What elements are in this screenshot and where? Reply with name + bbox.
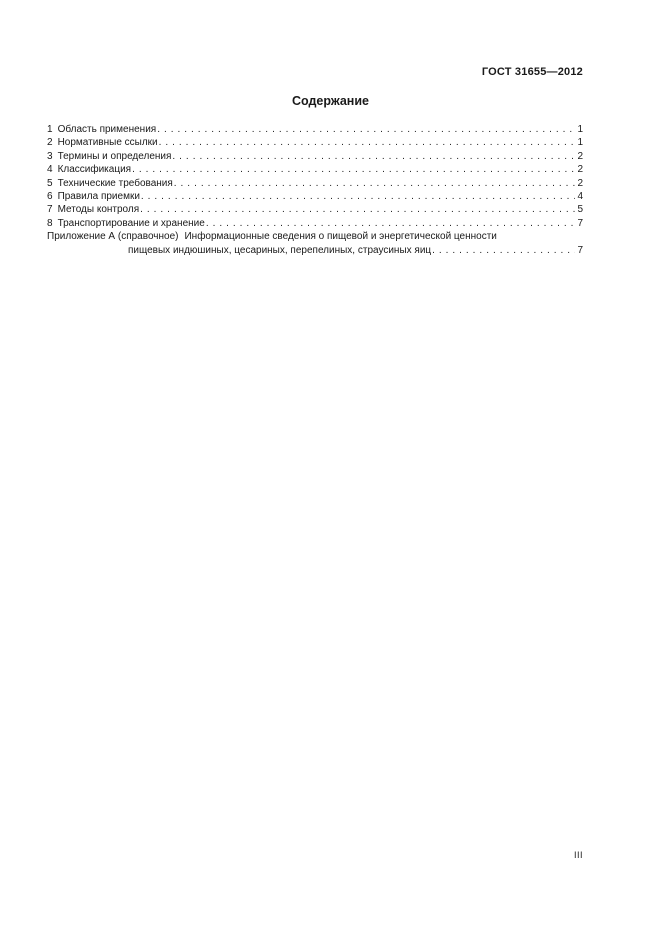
toc-entry-number: 5 [47, 177, 53, 189]
toc-entry-title: Транспортирование и хранение [57, 217, 205, 229]
toc-entry-title: Правила приемки [57, 191, 140, 203]
toc-leader-dots [174, 177, 576, 190]
toc-entry-number: 3 [47, 150, 53, 162]
toc-entry-number: 6 [47, 191, 53, 203]
toc-entry-page: 2 [577, 177, 583, 189]
toc-entry[interactable] [47, 123, 583, 136]
toc-entry-title: Нормативные ссылки [57, 137, 158, 149]
toc-entry-page: 1 [577, 137, 583, 149]
toc-appendix-page: 7 [577, 244, 583, 256]
toc-entry-page: 7 [577, 217, 583, 229]
toc-entry-number: 7 [47, 204, 53, 216]
toc-entry-title: Термины и определения [57, 150, 172, 162]
toc-list [47, 123, 583, 257]
toc-entry[interactable] [47, 136, 583, 149]
toc-appendix-label: Приложение А (справочное) [47, 231, 179, 243]
toc-entry-number: 4 [47, 164, 53, 176]
toc-entry-number: 1 [47, 124, 53, 135]
toc-entry[interactable] [47, 150, 583, 163]
toc-appendix-title-line1: Информационные сведения о пищевой и энергетической ценности [184, 231, 497, 243]
toc-entry-title: Классификация [57, 164, 132, 176]
toc-entry-number: 2 [47, 137, 53, 149]
toc-appendix-heading[interactable] [47, 230, 583, 243]
toc-entry-page: 2 [577, 164, 583, 176]
toc-leader-dots [159, 136, 576, 149]
document-code: ГОСТ 31655—2012 [481, 66, 583, 78]
toc-entry[interactable] [47, 177, 583, 190]
page-number: III [573, 850, 583, 860]
toc-entry[interactable] [47, 203, 583, 216]
toc-entry-page: 1 [577, 124, 583, 135]
toc-entry-number: 8 [47, 217, 53, 229]
toc-leader-dots [141, 190, 576, 203]
toc-entry[interactable] [47, 190, 583, 203]
toc-leader-dots [206, 217, 576, 230]
toc-appendix-entry[interactable] [47, 244, 583, 257]
toc-appendix-title-line2: пищевых индюшиных, цесариных, перепелиных, страусиных яиц [128, 244, 432, 256]
toc-entry[interactable] [47, 217, 583, 230]
toc-leader-dots [140, 203, 575, 216]
toc-entry-title: Методы контроля [57, 204, 140, 216]
toc-entry-page: 2 [577, 150, 583, 162]
toc-entry[interactable] [47, 163, 583, 176]
toc-leader-dots [157, 123, 575, 136]
toc-title: Содержание [291, 94, 369, 108]
toc-entry-title: Область применения [57, 124, 157, 135]
toc-leader-dots [132, 163, 575, 176]
toc-entry-page: 4 [577, 191, 583, 203]
toc-entry-page: 5 [577, 204, 583, 216]
toc-leader-dots [172, 150, 575, 163]
toc-entry-title: Технические требования [57, 177, 173, 189]
toc-leader-dots [432, 244, 575, 257]
